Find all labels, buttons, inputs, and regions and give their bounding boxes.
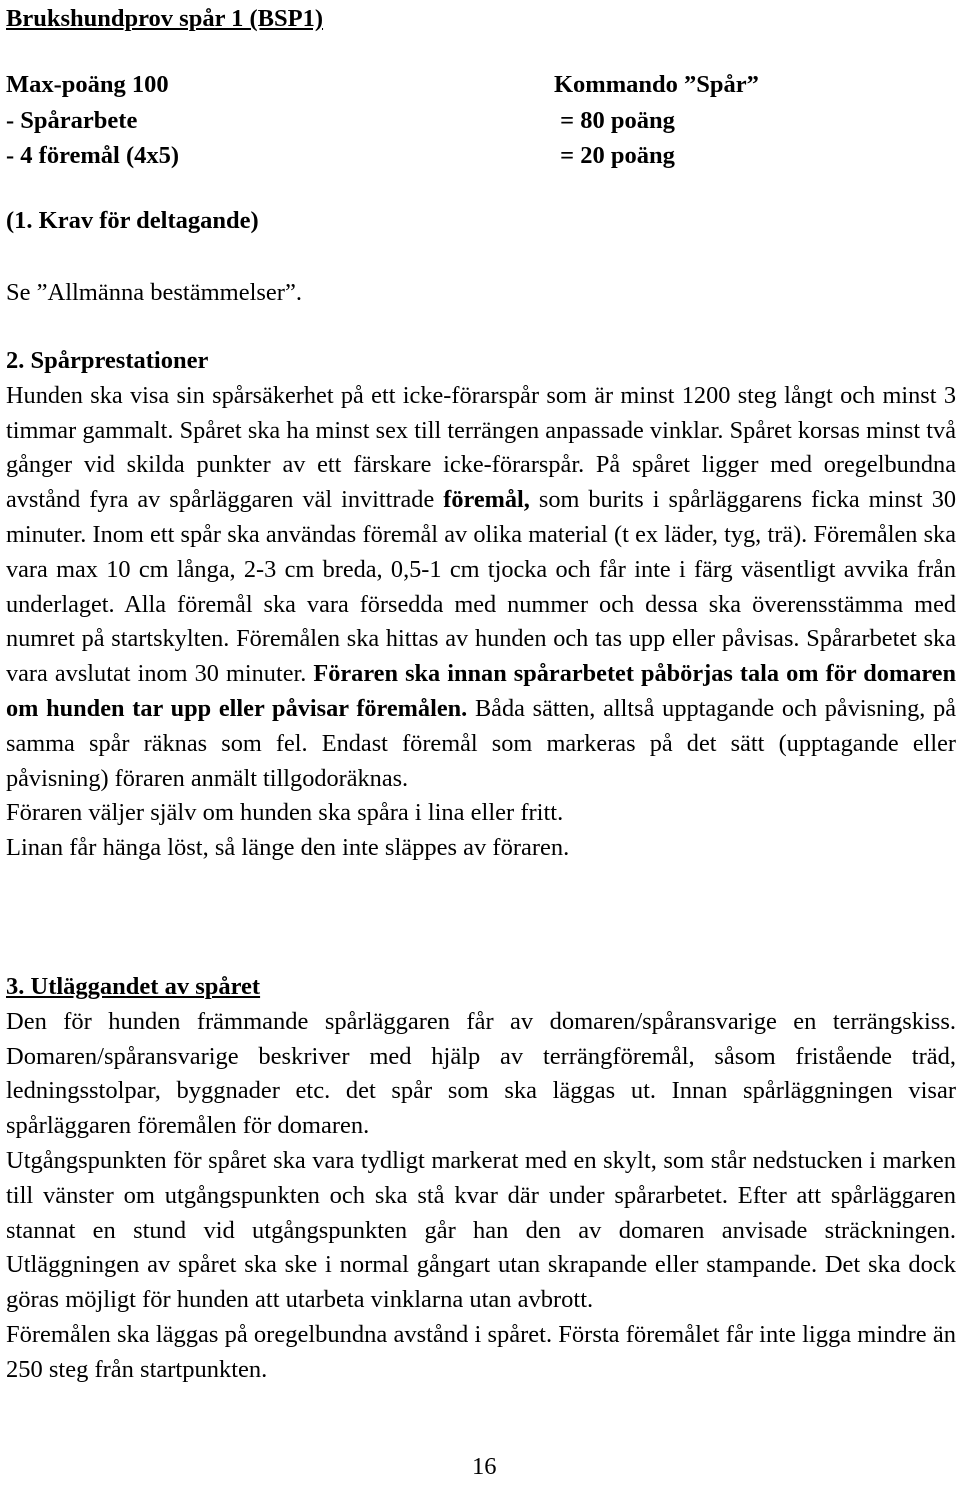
text-run: Båda sätten, alltså upptagande och påvisning, på samma spår räknas som fel. Endast föremål som markeras på det sätt (upptagande eller påvisning) föraren anmält tillgodoräknas. [6,694,957,792]
scoring-value: = 80 poäng [554,106,675,134]
scoring-table [6,68,906,175]
text-run-bold: Föraren ska innan spårarbetet påbörjas tala om för domaren om hunden tar upp eller påvisar föremålen. [6,660,956,722]
section-heading: 2. Spårprestationer [6,347,209,374]
page-number: 16 [472,1453,497,1480]
document-title: Brukshundprov spår 1 (BSP1) [6,5,324,32]
scoring-row [6,139,906,175]
scoring-label: Max-poäng 100 [6,71,169,98]
scoring-row [6,68,906,104]
paragraph: Utgångspunkten för spåret ska vara tydligt markerat med en skylt, som står nedstucken i marken till vänster om utgångspunkten och ska stå kvar där under spårarbetet. Efter att spårläggaren stannat en stund vid utgångspunkten går han den av domaren anvisade sträckningen. Utläggningen av spåret ska ske i normal gångart utan skrapande eller stampande. Det ska dock göras möjligt för hunden att utarbeta vinklarna utan avbrott. [6,1146,956,1314]
paragraph: Den för hunden främmande spårläggaren får av domaren/spåransvarige en terrängskiss. Domaren/spåransvarige beskriver med hjälp av terrängföremål, såsom fristående träd, ledningsstolpar, byggnader etc. det spår som ska läggas ut. Innan spårläggningen visar spårläggaren föremålen för domaren. [6,1007,956,1140]
paragraph: Föraren väljer själv om hunden ska spåra i lina eller fritt. [6,799,564,827]
scoring-row [6,104,906,140]
paragraph: Linan får hänga löst, så länge den inte släppes av föraren. [6,834,570,862]
text-run: Hunden ska visa sin spårsäkerhet på ett icke-förarspår som är minst 1200 steg långt och minst 3 timmar gammalt. Spåret ska ha minst sex till terrängen anpassade vinklar. Spåret korsas minst två gånger vid skilda punkter av ett färskare icke-förarspår. På spåret ligger med oregelbundna avstånd fyra av spårläggaren väl invittrade [6,381,956,514]
section-heading: (1. Krav för deltagande) [6,207,259,234]
section-requirements-text [6,276,956,311]
paragraph: Föremålen ska läggas på oregelbundna avstånd i spåret. Första föremålet får inte ligga mindre än 250 steg från startpunkten. [6,1320,956,1383]
paragraph [6,379,956,797]
section-track-performance [6,344,956,866]
scoring-value: Kommando ”Spår” [554,71,759,98]
section-requirements [6,204,956,239]
scoring-label: - 4 föremål (4x5) [6,142,180,169]
section-track-laying [6,970,956,1388]
text-run: som burits i spårläggarens ficka minst 30 minuter. Inom ett spår ska användas föremål av olika material (t ex läder, tyg, trä). Föremålen ska vara max 10 cm långa, 2-3 cm breda, 0,5-1 cm tjocka och får inte i färg väsentligt avvika från underlaget. Alla föremål ska vara försedda med nummer och dessa ska överensstämma med numret på startskylten. Föremålen ska hittas av hunden och tas upp eller påvisas. Spårarbetet ska vara avslutat inom 30 minuter. [6,486,956,688]
text-run-bold: föremål, [443,486,530,514]
scoring-label: - Spårarbete [6,106,138,134]
section-heading: 3. Utläggandet av spåret [6,973,261,1000]
scoring-value: = 20 poäng [554,142,675,169]
paragraph: Se ”Allmänna bestämmelser”. [6,279,302,306]
